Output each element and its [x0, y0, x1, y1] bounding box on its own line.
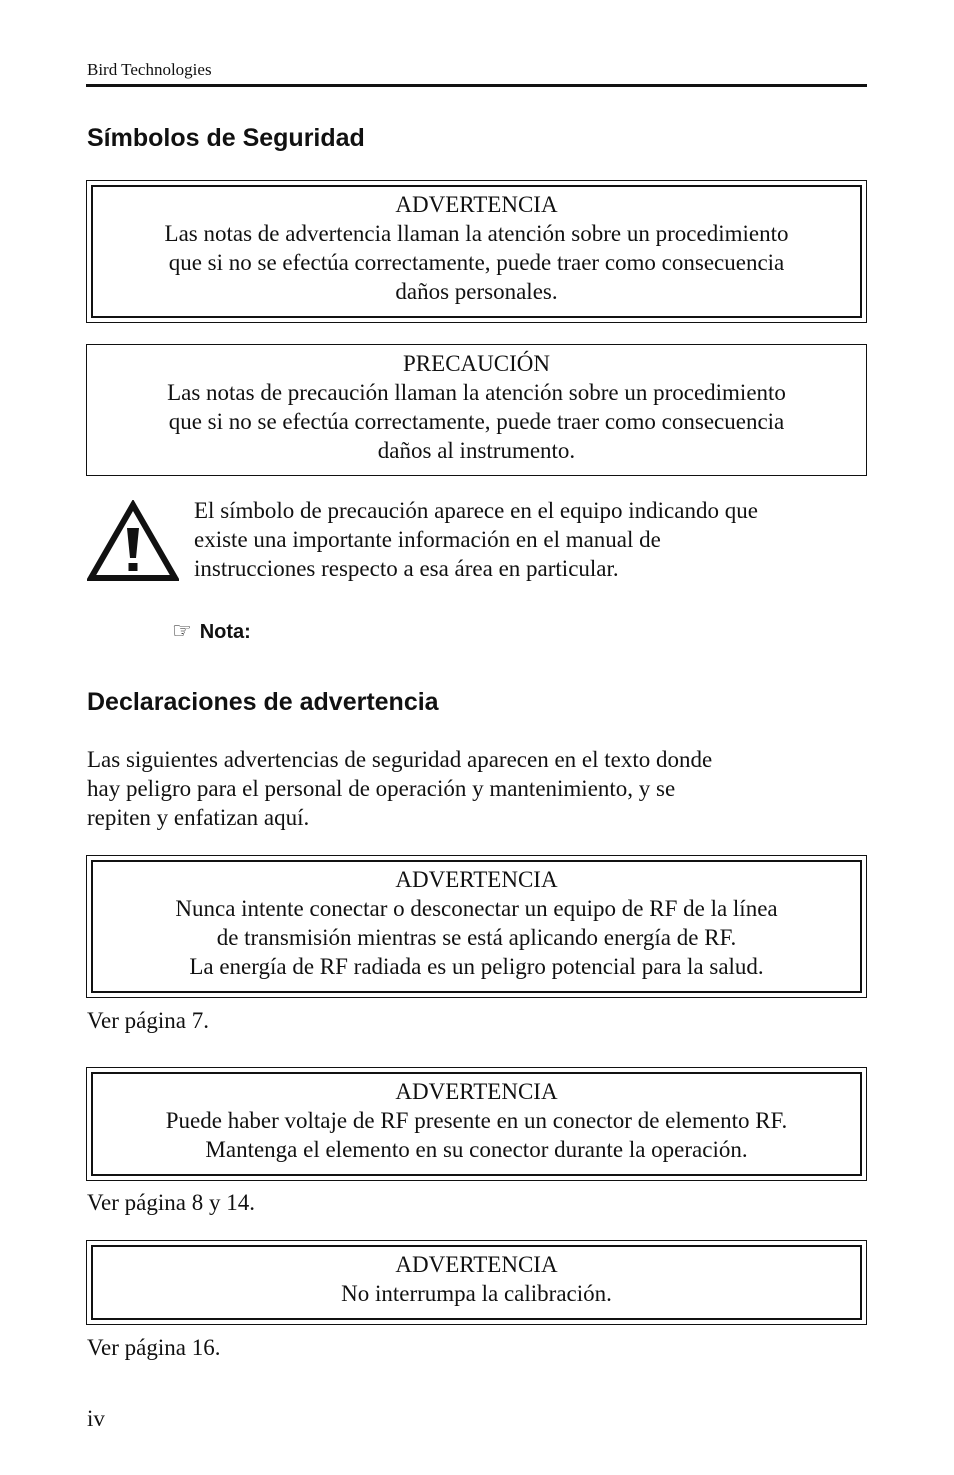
caution-box-line: daños al instrumento.	[377, 438, 576, 463]
caution-symbol-line: existe una importante información en el manual de	[194, 527, 661, 552]
intro-line: repiten y enfatizan aquí.	[87, 805, 310, 830]
intro-line: Las siguientes advertencias de seguridad aparecen en el texto donde	[87, 747, 713, 772]
pointing-hand-icon: ☞	[172, 619, 192, 644]
page-number: iv	[87, 1406, 105, 1431]
caution-box-line: que si no se efectúa correctamente, puede traer como consecuencia	[168, 409, 785, 434]
page-reference: Ver página 16.	[87, 1335, 221, 1360]
page-reference: Ver página 8 y 14.	[87, 1190, 255, 1215]
warning-title: ADVERTENCIA	[395, 867, 558, 892]
caution-box-line: Las notas de precaución llaman la atención sobre un procedimiento	[167, 380, 786, 405]
warning-box-calibration	[86, 1240, 867, 1325]
header-rule	[86, 84, 867, 87]
section-title-safety-symbols: Símbolos de Seguridad	[87, 124, 365, 152]
warning-box-title: ADVERTENCIA	[395, 192, 558, 217]
caution-symbol-line: instrucciones respecto a esa área en particular.	[194, 556, 619, 581]
section-title-warning-statements: Declaraciones de advertencia	[87, 688, 439, 716]
caution-symbol-line: El símbolo de precaución aparece en el equipo indicando que	[194, 498, 758, 523]
page-reference: Ver página 7.	[87, 1008, 209, 1033]
warning-title: ADVERTENCIA	[395, 1079, 558, 1104]
caution-box-title: PRECAUCIÓN	[403, 351, 550, 376]
caution-triangle-icon	[87, 500, 179, 582]
warning-box-rf-voltage	[86, 1067, 867, 1181]
warning-box-line: que si no se efectúa correctamente, puede traer como consecuencia	[168, 250, 785, 275]
warning-box-line: daños personales.	[395, 279, 558, 304]
warning-line: Mantenga el elemento en su conector durante la operación.	[205, 1137, 748, 1162]
warning-statements-intro	[87, 745, 867, 832]
header-company: Bird Technologies	[87, 60, 212, 79]
warning-line: Puede haber voltaje de RF presente en un conector de elemento RF.	[165, 1108, 788, 1133]
caution-symbol-description	[194, 496, 874, 583]
warning-line: No interrumpa la calibración.	[341, 1281, 612, 1306]
warning-box-rf-connection	[86, 855, 867, 998]
intro-line: hay peligro para el personal de operación y mantenimiento, y se	[87, 776, 676, 801]
warning-line: Nunca intente conectar o desconectar un equipo de RF de la línea	[175, 896, 778, 921]
note-label: Nota:	[199, 621, 251, 643]
note-label-row	[172, 619, 251, 644]
warning-box-line: Las notas de advertencia llaman la atención sobre un procedimiento	[164, 221, 789, 246]
warning-title: ADVERTENCIA	[395, 1252, 558, 1277]
warning-definition-box	[86, 180, 867, 323]
caution-definition-box	[86, 344, 867, 476]
warning-line: de transmisión mientras se está aplicando energía de RF.	[216, 925, 737, 950]
warning-line: La energía de RF radiada es un peligro potencial para la salud.	[189, 954, 764, 979]
